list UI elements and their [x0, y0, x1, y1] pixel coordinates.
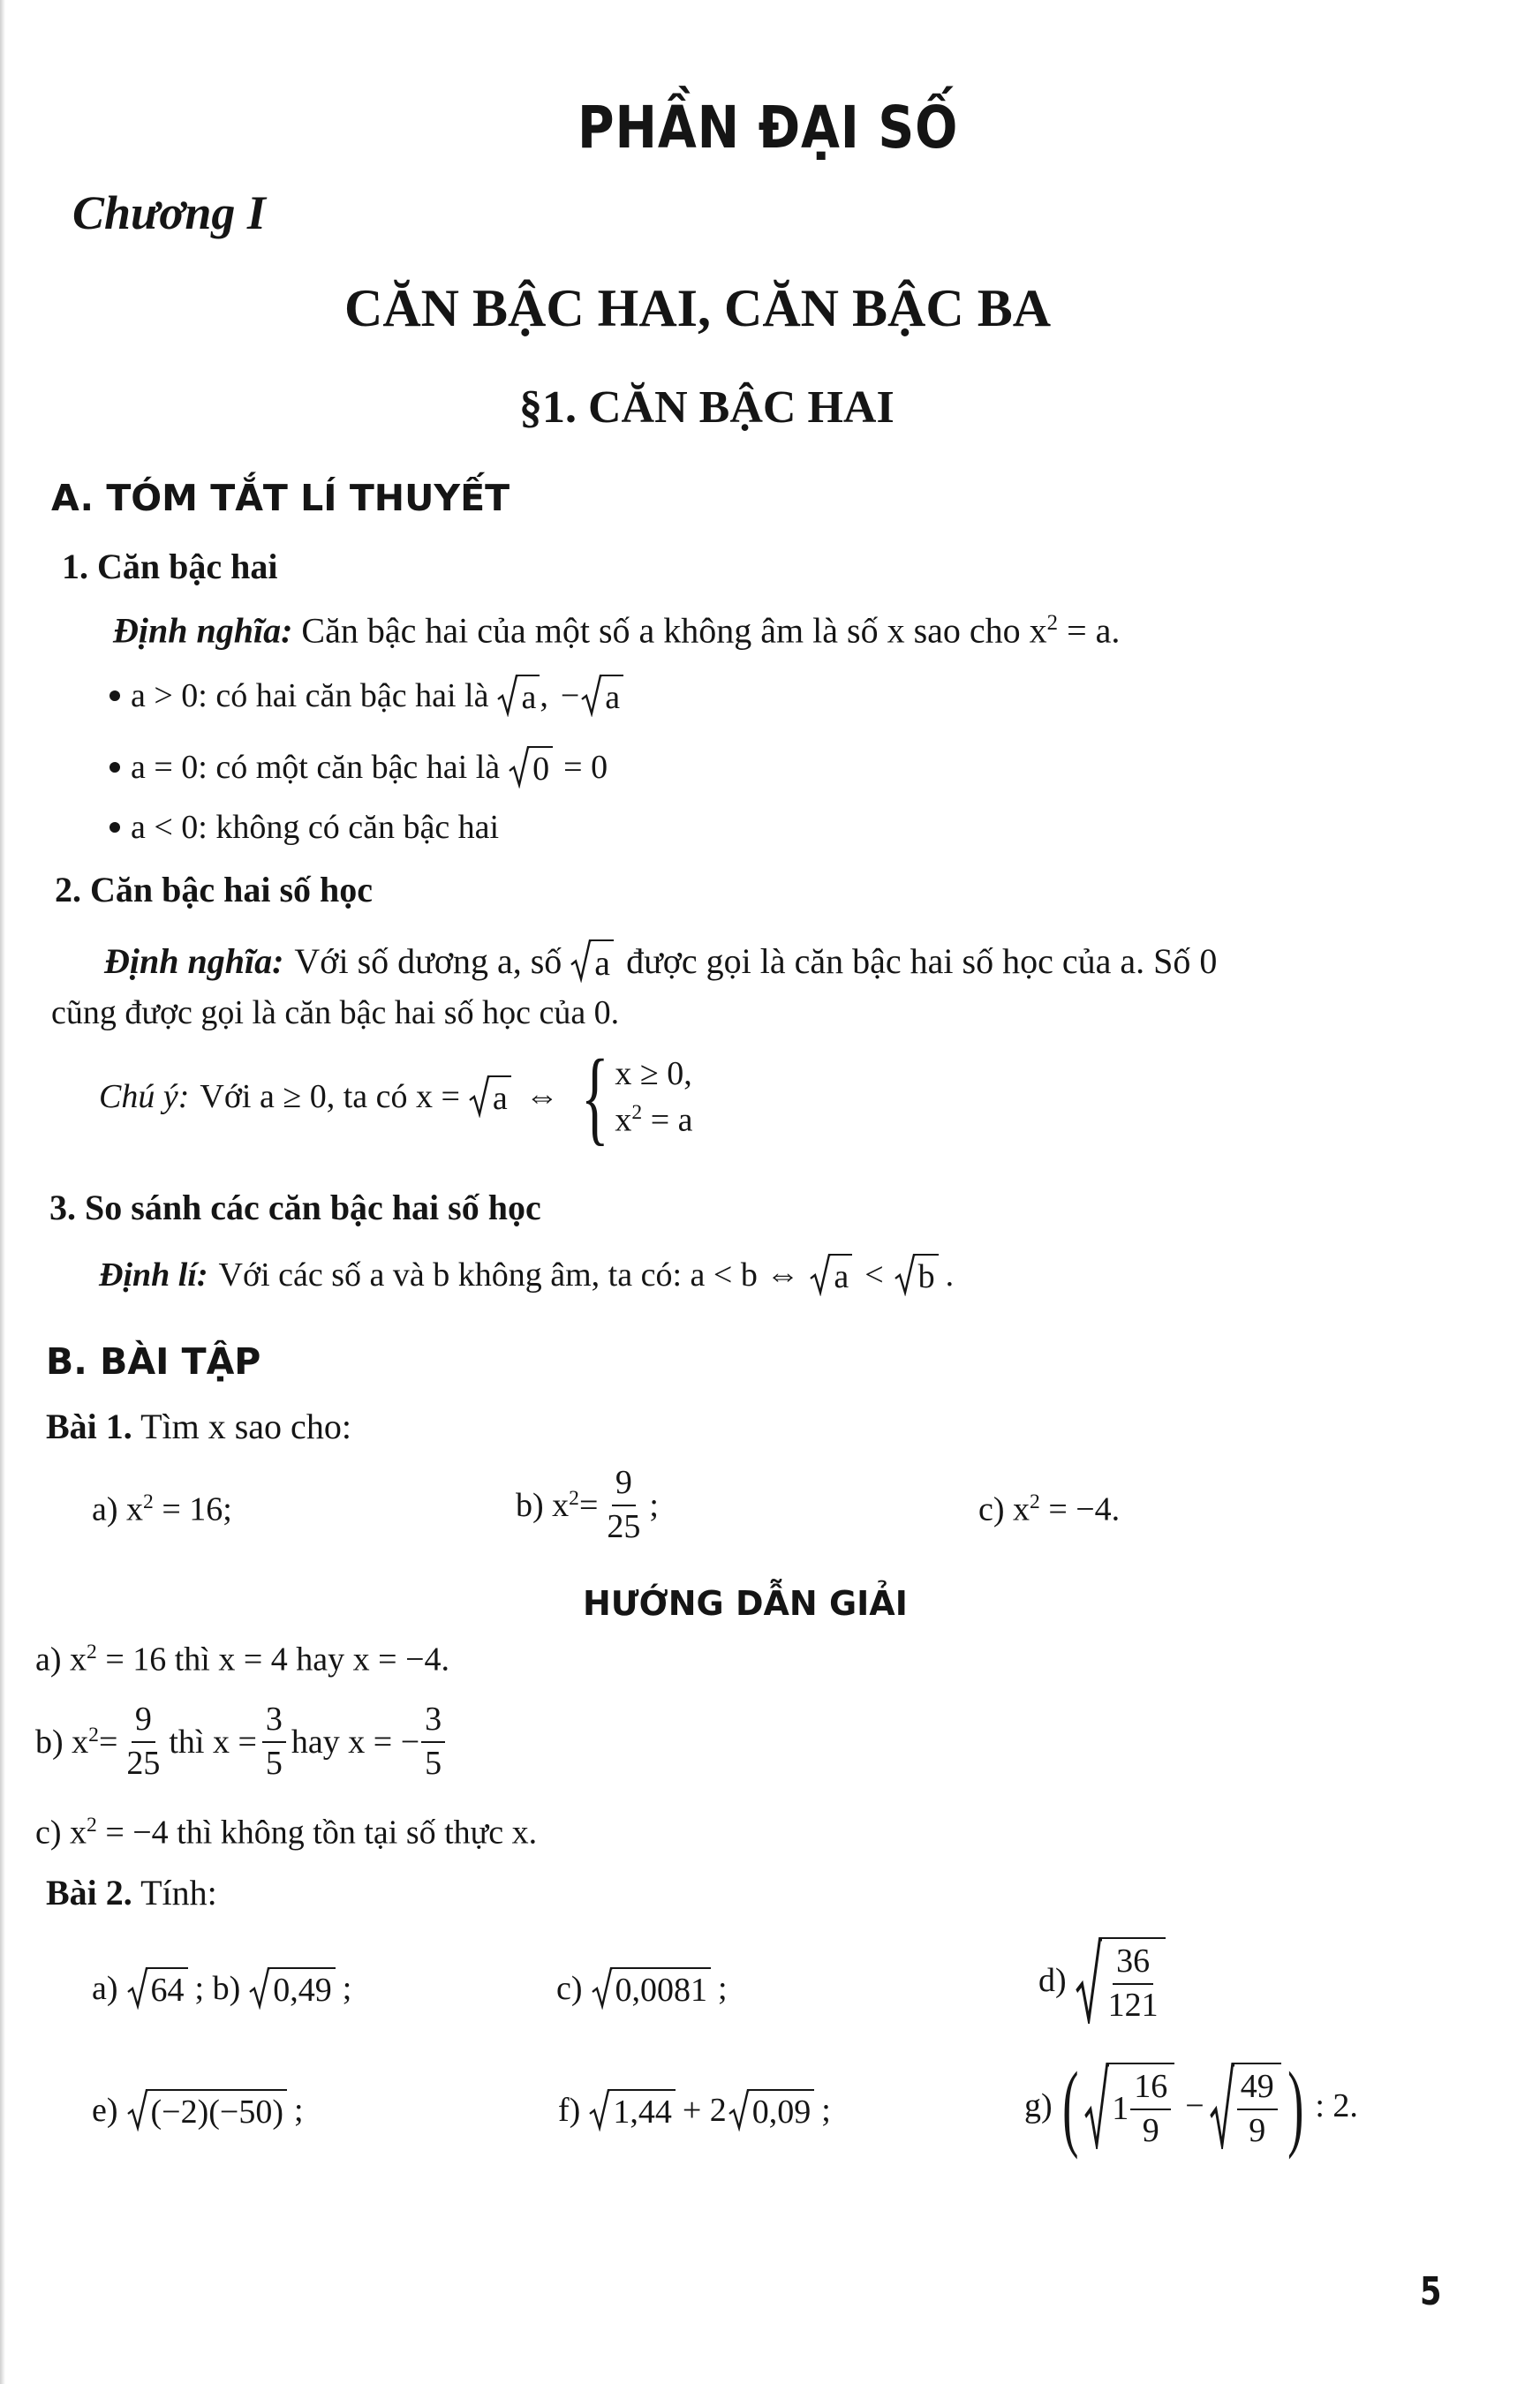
condition-2: $x^2 = a$: [615, 1100, 693, 1139]
note-label: Chú ý:: [99, 1078, 190, 1115]
comma: ,: [540, 677, 548, 714]
sqrt-a: [810, 1254, 852, 1296]
sqrt-fraction: [1210, 2063, 1281, 2149]
part-title: PHẦN ĐẠI SỐ: [578, 94, 959, 162]
sqrt-a-negative: [581, 675, 623, 717]
chapter-title: CĂN BẬC HAI, CĂN BẬC BA: [344, 279, 1052, 337]
exercise-2d: d) $\frac{36}{121}$: [1038, 1937, 1166, 2024]
solution-1b: b) x 2 = $\frac{9}{25}$ thì x = $\frac{3}{5}$ hay x = − $\frac{3}{5}$: [35, 1702, 450, 1782]
exercise-2-label: Bài 2.: [46, 1873, 132, 1912]
radical-icon: [581, 675, 602, 717]
section-3-title: 3. So sánh các căn bậc hai số học: [49, 1188, 541, 1227]
bullet-icon: [109, 822, 120, 833]
sqrt-product: (−2)(−50): [127, 2089, 287, 2131]
theorem: [99, 1254, 954, 1296]
theorem-text: Với các số a và b không âm, ta có: a < b ⇔: [218, 1256, 800, 1294]
radicand: a: [592, 939, 614, 983]
left-paren: (: [1061, 2052, 1079, 2160]
bullet-text: a = 0: có một căn bậc hai là: [131, 749, 501, 786]
equals-zero: = 0: [563, 749, 608, 786]
definition-text: Căn bậc hai của một số a không âm là số x sao cho x: [301, 610, 1047, 651]
radical-icon: [570, 939, 592, 983]
sqrt-a: [469, 1075, 511, 1118]
definition-2-line2: cũng được gọi là căn bậc hai số học của 0.: [51, 994, 620, 1031]
radical-icon: [497, 675, 518, 717]
radicand: a: [602, 675, 623, 717]
bullet-text: a > 0: có hai căn bậc hai là: [131, 677, 489, 714]
solution-1c: c) $x^2 = -4$ thì không tồn tại số thực x.: [35, 1814, 538, 1852]
exponent: 2: [1046, 611, 1059, 635]
radical-icon: [469, 1075, 490, 1118]
section-2-title: 2. Căn bậc hai số học: [55, 870, 374, 909]
definition-1: [113, 610, 1121, 651]
exercise-2f: f) 1,44 + 2 0,09 ;: [558, 2089, 831, 2131]
right-paren: ): [1287, 2052, 1304, 2160]
condition-1: x ≥ 0,: [615, 1054, 692, 1092]
bullet-negative: [109, 811, 499, 844]
section-1-title: 1. Căn bậc hai: [62, 547, 278, 586]
radical-icon: [249, 1967, 270, 2010]
sqrt-0-0081: 0,0081: [592, 1967, 712, 2010]
period: .: [945, 1256, 955, 1294]
sqrt-0-09: 0,09: [728, 2089, 815, 2131]
sqrt-0-49: 0,49: [249, 1967, 336, 2010]
sqrt-mixed-number: 1 $\frac{16}{9}$: [1084, 2063, 1174, 2149]
radicand: a: [518, 675, 540, 717]
radical-icon: [1076, 1937, 1102, 2024]
exercise-1c: c) $x^2 = -4$.: [978, 1490, 1121, 1528]
fraction: $\frac{3}{5}$: [421, 1702, 445, 1782]
radical-icon: [810, 1254, 831, 1296]
exercise-2c: c) 0,0081 ;: [556, 1967, 728, 2010]
bullet-icon: [109, 690, 120, 701]
radicand: 0: [530, 746, 553, 788]
radical-icon: [895, 1254, 916, 1296]
solution-guide-title: HƯỚNG DẪN GIẢI: [583, 1584, 908, 1623]
fraction: $\frac{3}{5}$: [262, 1702, 286, 1782]
exercise-2-prompt: [46, 1875, 217, 1911]
note-text: Với a ≥ 0, ta có x =: [200, 1078, 460, 1115]
radical-icon: [1210, 2063, 1234, 2149]
note: [99, 1037, 693, 1155]
radicand: a: [831, 1254, 852, 1296]
radicand: a: [490, 1075, 511, 1118]
sqrt-a: [570, 939, 614, 983]
definition-text-end: được gọi là căn bậc hai số học của a. Số 0: [626, 940, 1218, 981]
exercise-2g: g) ( 1 $\frac{16}{9}$ − $\frac{49}{9}$ ) : 2.: [1024, 2052, 1358, 2160]
left-brace: {: [580, 1037, 609, 1155]
minus-sign: −: [560, 677, 580, 714]
theorem-label: Định lí:: [99, 1256, 208, 1294]
exercise-1b: b) x 2 = $\frac{9}{25}$ ;: [516, 1464, 659, 1545]
radical-icon: [1084, 2063, 1109, 2149]
exercise-1-label: Bài 1.: [46, 1407, 132, 1446]
definition-2: [104, 939, 1217, 983]
sqrt-fraction: [1076, 1937, 1166, 2024]
fraction: $\frac{49}{9}$: [1237, 2070, 1278, 2149]
definition-label: Định nghĩa:: [104, 940, 284, 981]
section-title: §1. CĂN BẬC HAI: [519, 382, 895, 433]
radical-icon: [728, 2089, 750, 2131]
exercise-2e: e) (−2)(−50) ;: [92, 2089, 304, 2131]
solution-1a: a) $x^2 = 16$ thì x = 4 hay x = −4.: [35, 1641, 450, 1679]
fraction: $\frac{16}{9}$: [1130, 2070, 1171, 2149]
sqrt-64: 64: [127, 1967, 188, 2010]
sqrt-1-44: 1,44: [589, 2089, 676, 2131]
sqrt-a: [497, 675, 540, 717]
bullet-zero: [109, 746, 608, 788]
radicand: b: [916, 1254, 939, 1296]
exercise-2ab: a) 64 ; b) 0,49 ;: [92, 1967, 351, 2010]
sqrt-zero: [509, 746, 553, 788]
radical-icon: [589, 2089, 610, 2131]
bullet-icon: [109, 762, 120, 773]
radical-icon: [127, 2089, 148, 2131]
fraction: $\frac{36}{121}$: [1107, 1943, 1159, 2024]
less-than: <: [864, 1256, 884, 1294]
bullet-positive: [109, 675, 623, 717]
condition-system: [615, 1054, 693, 1139]
radical-icon: [127, 1967, 148, 2010]
radical-icon: [592, 1967, 613, 2010]
exercises-heading: B. BÀI TẬP: [46, 1340, 261, 1383]
page-number: 5: [1420, 2269, 1442, 2314]
exercise-1-prompt: [46, 1409, 351, 1445]
page-edge-shadow: [0, 0, 5, 2384]
fraction: $\frac{9}{25}$: [607, 1464, 641, 1545]
theory-heading: A. TÓM TẮT LÍ THUYẾT: [51, 477, 510, 519]
bullet-text: a < 0: không có căn bậc hai: [131, 809, 500, 846]
radical-icon: [509, 746, 530, 788]
definition-text-end: = a.: [1058, 610, 1121, 651]
exercise-2-text: Tính:: [140, 1873, 217, 1912]
fraction: $\frac{9}{25}$: [126, 1701, 161, 1782]
sqrt-b: [895, 1254, 939, 1296]
exercise-1-text: Tìm x sao cho:: [140, 1407, 351, 1446]
equivalence-arrow: ⇔: [525, 1078, 559, 1115]
definition-label: Định nghĩa:: [113, 610, 293, 651]
exercise-1a: a) $x^2 = 16$;: [92, 1490, 232, 1528]
chapter-label: Chương I: [72, 186, 266, 239]
definition-text: Với số dương a, số: [294, 940, 562, 981]
